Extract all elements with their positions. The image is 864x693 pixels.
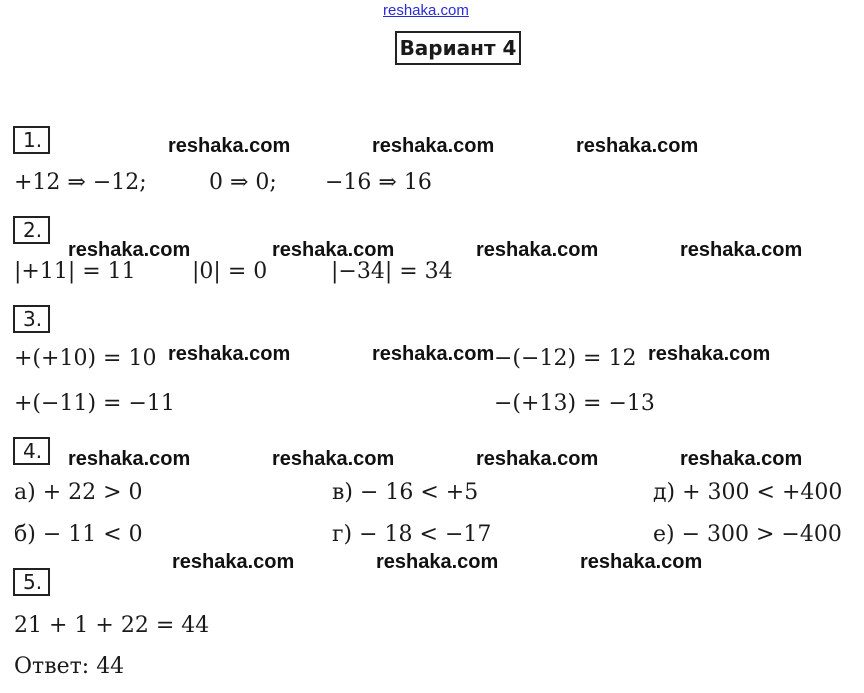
task-5-number: 5. bbox=[13, 568, 50, 596]
task-4-line-d: д) + 300 < +400 bbox=[653, 480, 843, 505]
task-3-line-1: +(+10) = 10 bbox=[14, 346, 157, 371]
task-4-line-a: а) + 22 > 0 bbox=[14, 480, 143, 505]
watermark: reshaka.com bbox=[376, 551, 499, 573]
watermark: reshaka.com bbox=[272, 448, 395, 470]
task-3-line-4: −(+13) = −13 bbox=[494, 391, 655, 416]
variant-title: Вариант 4 bbox=[395, 31, 521, 65]
task-4-line-g: г) − 18 < −17 bbox=[332, 522, 492, 547]
watermark: reshaka.com bbox=[168, 343, 291, 365]
task-4-number: 4. bbox=[13, 437, 50, 465]
task-4-line-b: б) − 11 < 0 bbox=[14, 522, 143, 547]
watermark: reshaka.com bbox=[272, 239, 395, 261]
watermark: reshaka.com bbox=[580, 551, 703, 573]
task-2-line-3: |−34| = 34 bbox=[331, 259, 453, 284]
task-3-line-2: −(−12) = 12 bbox=[494, 346, 637, 371]
task-3-number: 3. bbox=[13, 305, 50, 333]
task-1-number: 1. bbox=[13, 126, 50, 154]
task-1-line-2: 0 ⇒ 0; bbox=[209, 170, 277, 195]
task-2-line-2: |0| = 0 bbox=[192, 259, 268, 284]
watermark: reshaka.com bbox=[680, 448, 803, 470]
task-4-line-e: е) − 300 > −400 bbox=[653, 522, 842, 547]
task-1-line-1: +12 ⇒ −12; bbox=[14, 170, 147, 195]
watermark: reshaka.com bbox=[372, 135, 495, 157]
watermark: reshaka.com bbox=[168, 135, 291, 157]
watermark: reshaka.com bbox=[172, 551, 295, 573]
watermark: reshaka.com bbox=[576, 135, 699, 157]
watermark: reshaka.com bbox=[372, 343, 495, 365]
task-4-line-v: в) − 16 < +5 bbox=[332, 480, 479, 505]
task-2-line-1: |+11| = 11 bbox=[14, 259, 136, 284]
watermark: reshaka.com bbox=[648, 343, 771, 365]
watermark: reshaka.com bbox=[476, 448, 599, 470]
watermark: reshaka.com bbox=[68, 239, 191, 261]
task-2-number: 2. bbox=[13, 216, 50, 244]
task-5-line-1: 21 + 1 + 22 = 44 bbox=[14, 613, 210, 638]
task-3-line-3: +(−11) = −11 bbox=[14, 391, 175, 416]
watermark: reshaka.com bbox=[68, 448, 191, 470]
watermark: reshaka.com bbox=[680, 239, 803, 261]
task-1-line-3: −16 ⇒ 16 bbox=[325, 170, 432, 195]
task-5-answer: Ответ: 44 bbox=[14, 654, 125, 679]
site-link[interactable]: reshaka.com bbox=[383, 2, 469, 19]
watermark: reshaka.com bbox=[476, 239, 599, 261]
